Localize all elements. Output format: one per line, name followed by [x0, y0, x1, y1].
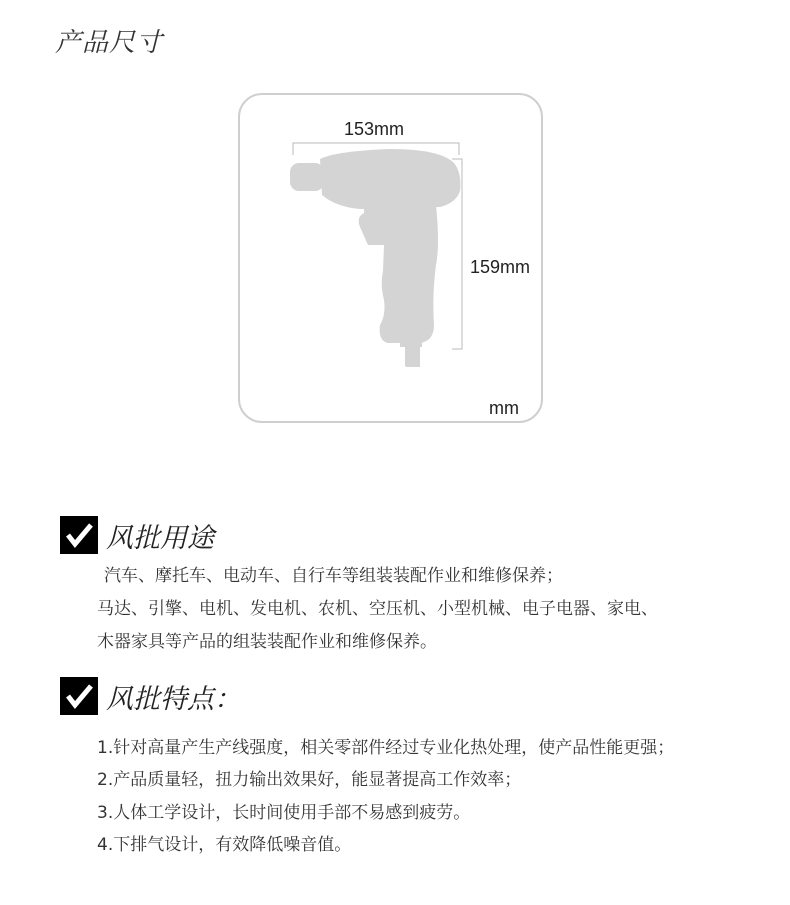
width-dimension-label: 153mm — [344, 119, 405, 139]
feature-line: 1.针对高量产生产线强度，相关零部件经过专业化热处理，使产品性能更强； — [97, 738, 675, 758]
checkmark-icon — [60, 677, 98, 715]
feature-line: 2.产品质量轻，扭力输出效果好，能显著提高工作效率； — [97, 770, 522, 790]
unit-label: mm — [489, 398, 519, 418]
usage-heading — [60, 516, 214, 554]
dimension-card — [238, 93, 543, 423]
feature-line: 3.人体工学设计，长时间使用手部不易感到疲劳。 — [97, 803, 471, 823]
feature-line: 4.下排气设计，有效降低噪音值。 — [97, 835, 352, 855]
usage-title: 风批用途 — [106, 522, 214, 554]
tool-silhouette — [290, 149, 460, 367]
size-section-title: 产品尺寸 — [55, 28, 164, 58]
features-heading — [60, 677, 241, 715]
usage-line: 马达、引擎、电机、发电机、农机、空压机、小型机械、电子电器、家电、 — [97, 599, 658, 619]
usage-line: 木器家具等产品的组装装配作业和维修保养。 — [97, 632, 437, 652]
checkmark-icon — [60, 516, 98, 554]
usage-line: 汽车、摩托车、电动车、自行车等组装装配作业和维修保养； — [104, 566, 563, 586]
features-title: 风批特点： — [106, 683, 241, 715]
height-dimension-label: 159mm — [470, 257, 531, 277]
